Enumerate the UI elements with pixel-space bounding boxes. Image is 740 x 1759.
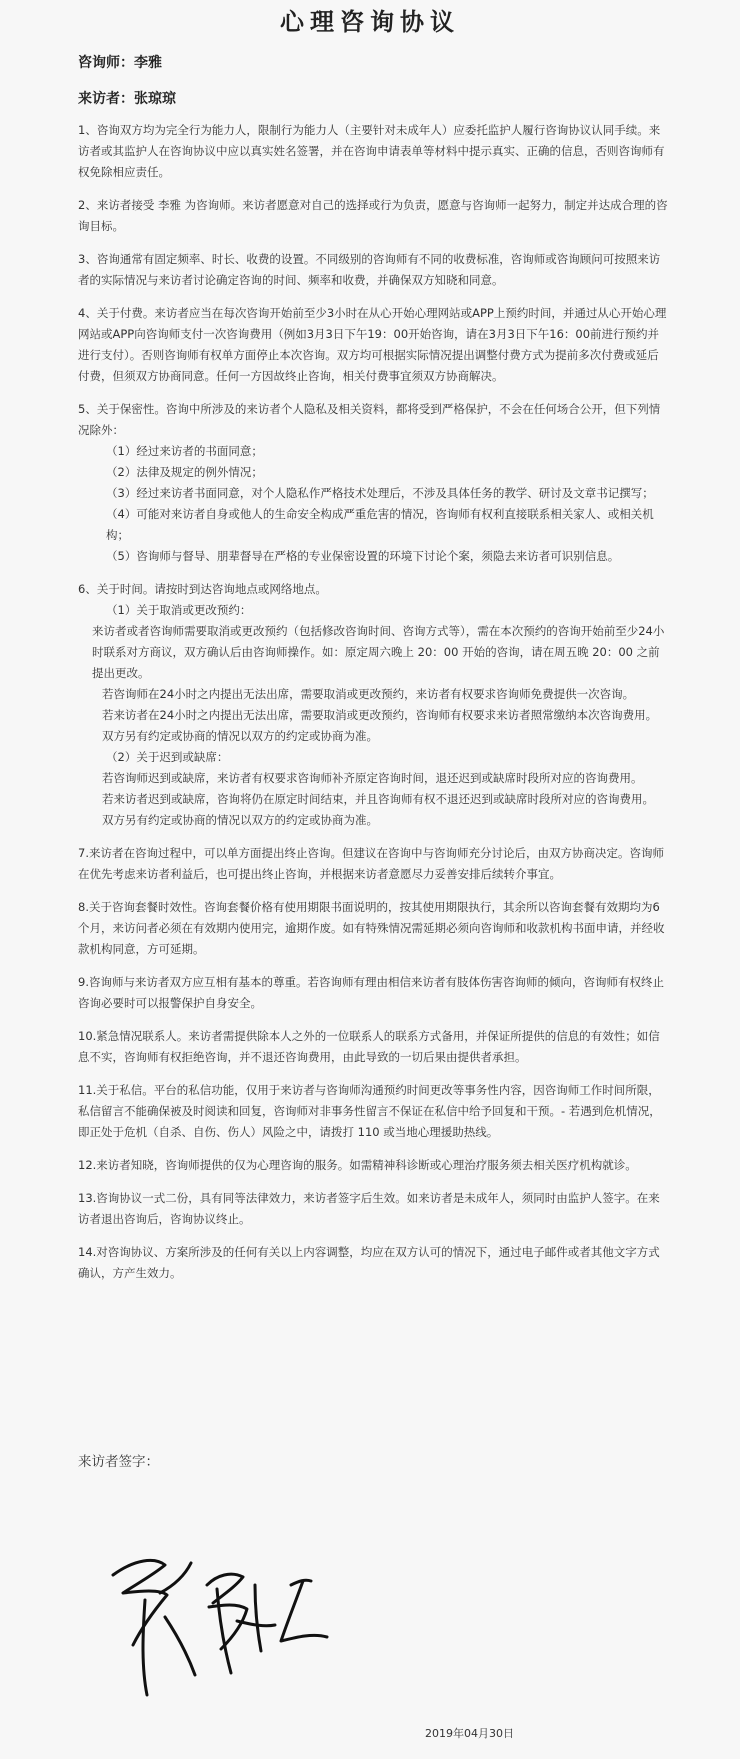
clause-13: 13.咨询协议一式二份，具有同等法律效力，来访者签字后生效。如来访者是未成年人，须同时由监护人签字。在来访者退出咨询后，咨询协议终止。 — [78, 1191, 660, 1226]
clause-6-sub1-line: 若来访者在24小时之内提出无法出席，需要取消或更改预约，咨询师有权要求来访者照常缴纳本次咨询费用。 — [102, 708, 658, 722]
clause-6-sub1-line: 双方另有约定或协商的情况以双方的约定或协商为准。 — [102, 729, 378, 743]
clause-8: 8.关于咨询套餐时效性。咨询套餐价格有使用期限书面说明的，按其使用期限执行，其余所以咨询套餐有效期均为6个月，来访问者必须在有效期内使用完，逾期作废。如有特殊情况需延期必须向咨询师和收款机构书面申请，并经收款机构同意，方可延期。 — [78, 900, 665, 956]
clause-6-sub2-line: 双方另有约定或协商的情况以双方的约定或协商为准。 — [102, 813, 378, 827]
clause-5-item: （2）法律及规定的例外情况； — [106, 465, 263, 479]
clause-6-sub1-line: 来访者或者咨询师需要取消或更改预约（包括修改咨询时间、咨询方式等），需在本次预约的咨询开始前至少24小时联系对方商议，双方确认后由咨询师操作。如：原定周六晚上 20：00 开始的咨询，请在周五晚 20：00 之前提出更改。 — [92, 624, 665, 680]
visitor-line — [78, 88, 176, 108]
clause-6-sub1-line: 若咨询师在24小时之内提出无法出席，需要取消或更改预约，来访者有权要求咨询师免费提供一次咨询。 — [102, 687, 635, 701]
clause-6 — [78, 579, 670, 831]
clause-5 — [78, 399, 670, 567]
counselor-line — [78, 52, 162, 72]
signature-label: 来访者签字： — [78, 1454, 159, 1470]
clause-5-item: （1）经过来访者的书面同意； — [106, 444, 263, 458]
counselor-name: 李雅 — [134, 55, 162, 71]
clause-6-sub2-title: （2）关于迟到或缺席： — [106, 750, 229, 764]
visitor-label: 来访者： — [78, 91, 134, 107]
clause-6-sub2-line: 若来访者迟到或缺席，咨询将仍在原定时间结束，并且咨询师有权不退还迟到或缺席时段所对应的咨询费用。 — [102, 792, 654, 806]
clause-7: 7.来访者在咨询过程中，可以单方面提出终止咨询。但建议在咨询中与咨询师充分讨论后，由双方协商决定。咨询师在优先考虑来访者利益后，也可提出终止咨询，并根据来访者意愿尽力妥善安排后续转介事宜。 — [78, 846, 664, 881]
clause-10: 10.紧急情况联系人。来访者需提供除本人之外的一位联系人的联系方式备用，并保证所提供的信息的有效性；如信息不实，咨询师有权拒绝咨询，并不退还咨询费用，由此导致的一切后果由提供者承担。 — [78, 1029, 660, 1064]
clause-5-item: （5）咨询师与督导、朋辈督导在严格的专业保密设置的环境下讨论个案，须隐去来访者可识别信息。 — [106, 549, 620, 563]
clause-12: 12.来访者知晓，咨询师提供的仅为心理咨询的服务。如需精神科诊断或心理治疗服务须去相关医疗机构就诊。 — [78, 1158, 637, 1172]
clause-6-intro: 6、关于时间。请按时到达咨询地点或网络地点。 — [78, 582, 327, 596]
clause-5-item: （3）经过来访者书面同意，对个人隐私作严格技术处理后，不涉及具体任务的教学、研讨及文章书记撰写； — [106, 486, 654, 500]
counselor-label: 咨询师： — [78, 55, 134, 71]
visitor-name: 张琼琼 — [134, 91, 176, 107]
clause-11: 11.关于私信。平台的私信功能，仅用于来访者与咨询师沟通预约时间更改等事务性内容，因咨询师工作时间所限，私信留言不能确保被及时阅读和回复，咨询师对非事务性留言不保证在私信中给予回复和干预。- 若遇到危机情况，即正处于危机（自杀、自伤、伤人）风险之中，请拨打 110 或当地心理援助热线。 — [78, 1083, 661, 1139]
agreement-body — [78, 120, 670, 1296]
signature-date: 2019年04月30日 — [425, 1727, 514, 1740]
clause-6-sub1-title: （1）关于取消或更改预约： — [106, 603, 252, 617]
clause-5-item: （4）可能对来访者自身或他人的生命安全构成严重危害的情况，咨询师有权利直接联系相关家人、或相关机构； — [106, 507, 654, 542]
clause-1: 1、咨询双方均为完全行为能力人，限制行为能力人（主要针对未成年人）应委托监护人履行咨询协议认同手续。来访者或其监护人在咨询协议中应以真实姓名签署，并在咨询申请表单等材料中提示真实、正确的信息，否则咨询师有权免除相应责任。 — [78, 123, 665, 179]
clause-2: 2、来访者接受 李雅 为咨询师。来访者愿意对自己的选择或行为负责，愿意与咨询师一起努力，制定并达成合理的咨询目标。 — [78, 198, 668, 233]
clause-9: 9.咨询师与来访者双方应互相有基本的尊重。若咨询师有理由相信来访者有肢体伤害咨询师的倾向，咨询师有权终止咨询必要时可以报警保护自身安全。 — [78, 975, 664, 1010]
clause-4: 4、关于付费。来访者应当在每次咨询开始前至少3小时在从心开始心理网站或APP上预约时间，并通过从心开始心理网站或APP向咨询师支付一次咨询费用（例如3月3日下午19：00开始咨询，请在3月3日下午16：00前进行预约并进行支付）。否则咨询师有权单方面停止本次咨询。双方均可根据实际情况提出调整付费方式为提前多次付费或延后付费，但须双方协商同意。任何一方因故终止咨询，相关付费事宜须双方协商解决。 — [78, 306, 667, 383]
clause-14: 14.对咨询协议、方案所涉及的任何有关以上内容调整，均应在双方认可的情况下，通过电子邮件或者其他文字方式确认，方产生效力。 — [78, 1245, 660, 1280]
clause-5-intro: 5、关于保密性。咨询中所涉及的来访者个人隐私及相关资料，都将受到严格保护，不会在任何场合公开，但下列情况除外： — [78, 402, 661, 437]
page-title: 心理咨询协议 — [280, 8, 460, 36]
clause-6-sub2-line: 若咨询师迟到或缺席，来访者有权要求咨询师补齐原定咨询时间，退还迟到或缺席时段所对应的咨询费用。 — [102, 771, 643, 785]
clause-3: 3、咨询通常有固定频率、时长、收费的设置。不同级别的咨询师有不同的收费标准，咨询师或咨询顾问可按照来访者的实际情况与来访者讨论确定咨询的时间、频率和收费，并确保双方知晓和同意。 — [78, 252, 661, 287]
handwritten-signature — [105, 1545, 345, 1705]
